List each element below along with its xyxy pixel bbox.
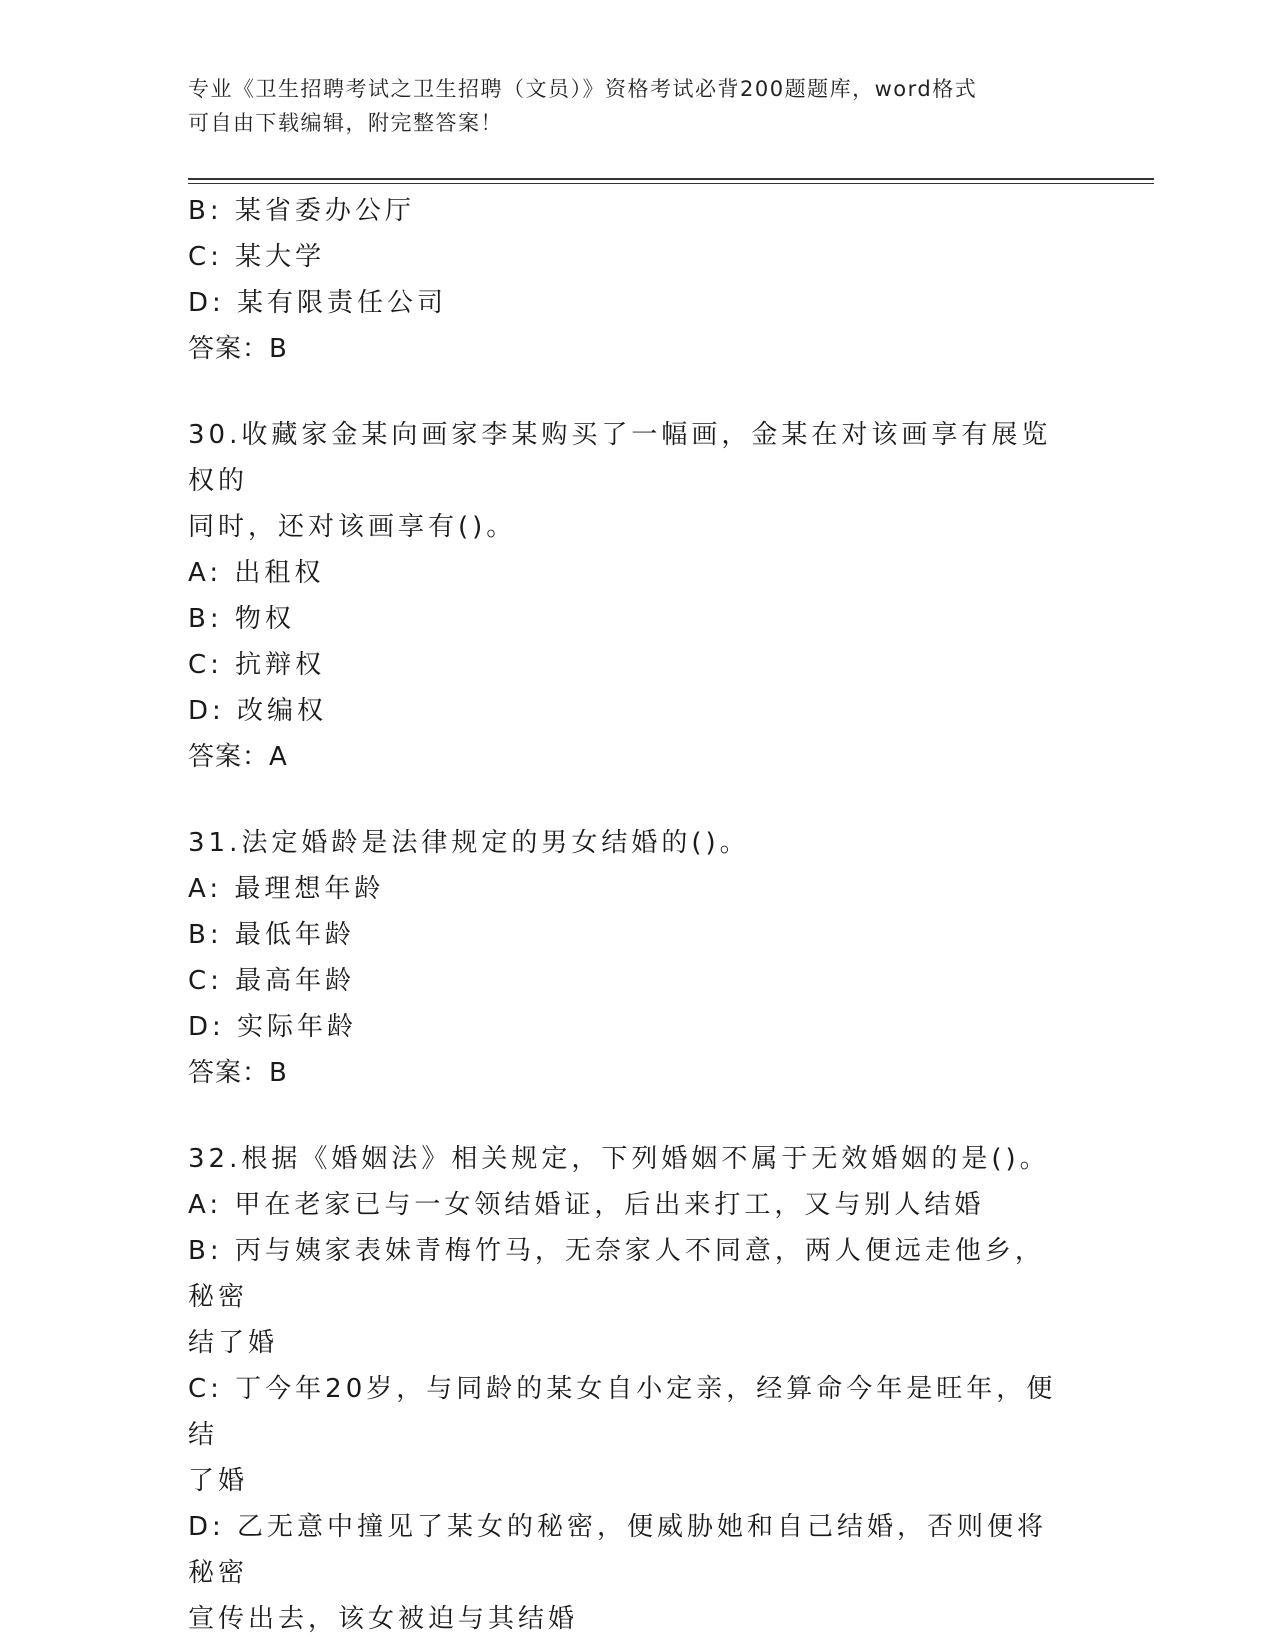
- page-header: [188, 72, 1068, 140]
- option-a: A: 出租权: [188, 558, 325, 588]
- answer-line: 答案：B: [188, 334, 288, 364]
- option-c: C: 抗辩权: [188, 650, 326, 680]
- option-b-continued: 结了婚: [188, 1328, 279, 1358]
- option-d: D: 乙无意中撞见了某女的秘密，便威胁她和自己结婚，否则便将秘密: [188, 1512, 1048, 1588]
- question-block-31: [188, 820, 1068, 1096]
- question-stem-line: 30.收藏家金某向画家李某购买了一幅画，金某在对该画享有展览权的: [188, 420, 1052, 496]
- option-a: A: 甲在老家已与一女领结婚证，后出来打工，又与别人结婚: [188, 1190, 985, 1220]
- option-c-continued: 了婚: [188, 1466, 249, 1496]
- question-stem-line: 31.法定婚龄是法律规定的男女结婚的()。: [188, 828, 750, 858]
- option-b: B: 某省委办公厅: [188, 196, 415, 226]
- option-b: B: 物权: [188, 604, 295, 634]
- option-c: C: 最高年龄: [188, 966, 356, 996]
- option-c: C: 丁今年20岁，与同龄的某女自小定亲，经算命今年是旺年，便结: [188, 1374, 1057, 1450]
- question-block-partial: [188, 188, 1068, 372]
- question-stem-line: 同时，还对该画享有()。: [188, 512, 517, 542]
- option-d: D: 实际年龄: [188, 1012, 358, 1042]
- question-stem-line: 32.根据《婚姻法》相关规定，下列婚姻不属于无效婚姻的是()。: [188, 1144, 1050, 1174]
- question-block-30: [188, 412, 1068, 780]
- option-c: C: 某大学: [188, 242, 326, 272]
- answer-line: 答案：B: [188, 1058, 288, 1088]
- header-title-line-1: 专业《卫生招聘考试之卫生招聘（文员）》资格考试必背200题题库，word格式: [188, 77, 978, 101]
- option-d: D: 某有限责任公司: [188, 288, 448, 318]
- document-body: [188, 188, 1068, 1642]
- option-d-continued: 宣传出去，该女被迫与其结婚: [188, 1604, 579, 1634]
- option-a: A: 最理想年龄: [188, 874, 385, 904]
- question-block-32: [188, 1136, 1068, 1642]
- header-title-line-2: 可自由下载编辑，附完整答案！: [188, 111, 503, 135]
- header-divider: [188, 178, 1154, 180]
- answer-line: 答案：A: [188, 742, 288, 772]
- option-d: D: 改编权: [188, 696, 328, 726]
- header-divider-thin: [188, 183, 1154, 184]
- option-b: B: 丙与姨家表妹青梅竹马，无奈家人不同意，两人便远走他乡，秘密: [188, 1236, 1045, 1312]
- option-b: B: 最低年龄: [188, 920, 355, 950]
